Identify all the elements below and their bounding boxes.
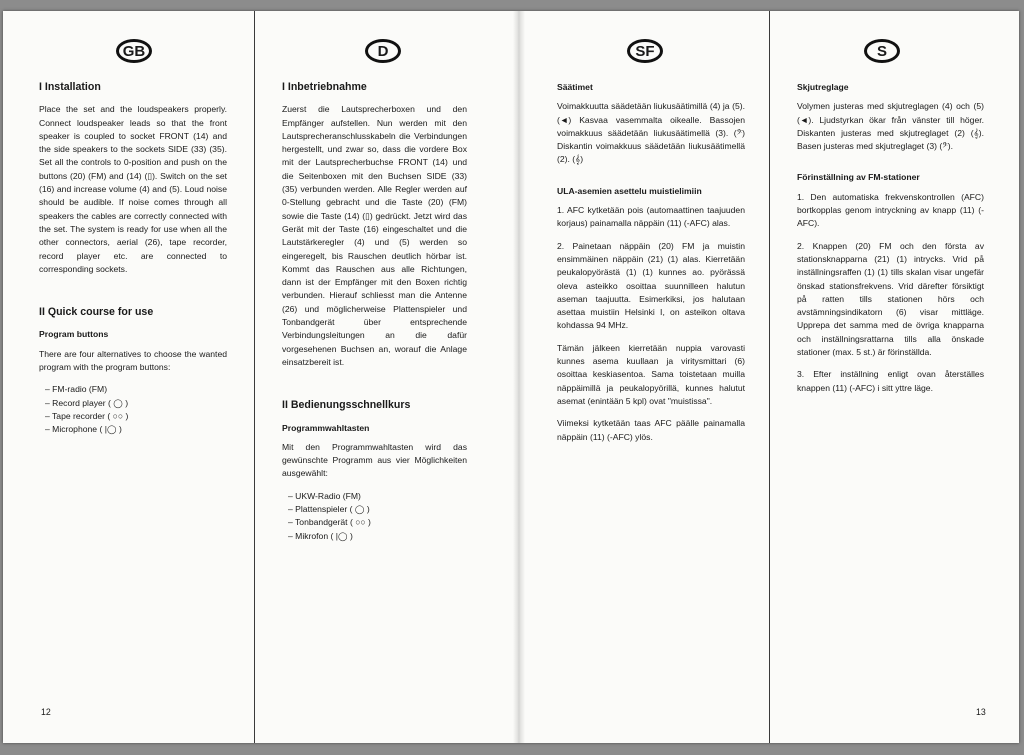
- list-item: – Mikrofon ( |◯ ): [288, 530, 353, 541]
- list-item: – Tonbandgerät ( ○○ ): [288, 517, 371, 528]
- subsection-heading: Förinställning av FM-stationer: [797, 172, 920, 183]
- list-item: – Tape recorder ( ○○ ): [45, 410, 129, 421]
- column-sf: [525, 11, 769, 743]
- subsection-heading: Skjutreglage: [797, 82, 849, 92]
- section-heading: I Inbetriebnahme: [282, 81, 367, 93]
- column-content: [557, 81, 745, 453]
- section-heading: II Bedienungsschnellkurs: [282, 399, 411, 412]
- subsection-heading: Programmwahltasten: [282, 422, 370, 433]
- paragraph: Voimakkuutta säädetään liukusäätimillä (4) ja (5). (◄) Kasvaa vasemmalta oikealle. Bassojen voimakkuus säädetään liukusäätimellä (3). (𝄢) Diskantin voimakkuus säädetään liukusäätimellä (2). (𝄞): [557, 101, 745, 165]
- page-number: 13: [976, 707, 986, 717]
- section-heading: I Installation: [39, 81, 101, 93]
- column-content: [797, 81, 984, 404]
- list-item: – UKW-Radio (FM): [288, 490, 361, 501]
- paragraph: 1. Den automatiska frekvenskontrollen (AFC) bortkopplas genom intryckning av knapp (11) (-AFC).: [797, 191, 984, 229]
- paragraph: Mit den Programmwahltasten wird das gewünschte Programm aus vier Möglichkeiten ausgewählt:: [282, 441, 467, 479]
- paragraph: 3. Efter inställning enligt ovan återställes knappen (11) (-AFC) i sitt yttre läge.: [797, 369, 984, 393]
- center-gutter: [513, 11, 525, 743]
- option-list: [39, 383, 227, 436]
- paragraph: Tämän jälkeen kierretään nuppia varovasti kunnes asema kuullaan ja viritysmittari (6) osoittaa keskiasentoa. Sama toistetaan muilla näppäimillä ja peukalopyörillä, kunnes halutut asemat (enintään 5 kpl) ovat "muistissa".: [557, 342, 745, 406]
- booklet-spread: [3, 11, 1019, 743]
- list-item: – Record player ( ◯ ): [45, 397, 129, 408]
- section-heading: II Quick course for use: [39, 306, 154, 319]
- paragraph: Zuerst die Lautsprecherboxen und den Empfänger aufstellen. Nun werden mit den Lautsprecheranschlusskabeln die Verbindungen hergestellt, und zwar so, dass die vordere Box mit der Lautsprecherbuchse FRONT (14) und die Seitenboxen mit den Buchsen SIDE (33) (35) verbunden werden. Alle Regler werden auf 0-Stellung gebracht und die Taste (20) (FM) sowie die Taste (14) (▯) gedrückt. Jetzt wird das Gerät mit der Taste (16) eingeschaltet und die Lautstärkeregler (4) und (5) werden so eingeregelt, bis Rauschen deutlich hörbar ist. Kommt das Rauschen aus alle Richtungen, dann ist der Empfänger mit den Boxen richtig verbunden. Hierauf schliesst man die Antenne (26) und möglicherweise Plattenspieler und Tonbandgerät über entsprechende Verbindungsleitungen an die dafür vorgesehenen Buchsen an, worauf die Anlage einsatzbereit ist.: [282, 104, 467, 367]
- column-s: [770, 11, 1019, 743]
- page-number: 12: [41, 707, 51, 717]
- column-content: [39, 81, 227, 443]
- language-badge: S: [864, 39, 900, 63]
- language-badge: SF: [627, 39, 663, 63]
- paragraph: 1. AFC kytketään pois (automaattinen taajuuden korjaus) painamalla näppäin (11) (-AFC) alas.: [557, 205, 745, 229]
- paragraph: Place the set and the loudspeakers properly. Connect loudspeaker leads so that the front speaker is coupled to socket FRONT (14) and the side speakers to the sockets SIDE (33) (35). Set all the controls to 0-position and push on the buttons (20) (FM) and (14) (▯). Switch on the set (16) and increase volume (4) and (5). Loud noise should be audible. If noise comes through all speakers the cables are correctly connected with the set. The system is ready for use when all the other connectors, aerial (26), tape recorder, record player etc. are connected to corresponding sockets.: [39, 104, 227, 274]
- paragraph: Viimeksi kytketään taas AFC päälle painamalla näppäin (11) (-AFC) ylös.: [557, 418, 745, 442]
- column-content: [282, 81, 467, 549]
- language-badge: D: [365, 39, 401, 63]
- subsection-heading: Program buttons: [39, 329, 109, 340]
- paragraph: There are four alternatives to choose the wanted program with the program buttons:: [39, 348, 227, 373]
- column-gb: [3, 11, 254, 743]
- list-item: – FM-radio (FM): [45, 384, 108, 395]
- language-badge: GB: [116, 39, 152, 63]
- paragraph: 2. Knappen (20) FM och den första av stationsknapparna (21) (1) intrycks. Vrid på inställningsraffen (1) (1) tills skalan visar ungefär önskad stationsfrekvens. Vrid därefter försiktigt på ratten tills stationen hörs och avstämningsindikatorn (6) visar mittläge. Upprepa det samma med de övriga knapparna och inställningsrattarna tills alla önskade stationer (max. 5 st.) är förinställda.: [797, 240, 984, 358]
- list-item: – Plattenspieler ( ◯ ): [288, 504, 370, 515]
- paragraph: Volymen justeras med skjutreglagen (4) och (5) (◄). Ljudstyrkan ökar från vänster till höger. Diskanten justeras med skjutreglaget (2) (𝄞). Basen justeras med skjutreglaget (3) (𝄢).: [797, 101, 984, 152]
- option-list: [282, 490, 467, 543]
- list-item: – Microphone ( |◯ ): [45, 424, 122, 435]
- subsection-heading: ULA-asemien asettelu muistielimiin: [557, 185, 702, 196]
- subsection-heading: Säätimet: [557, 82, 593, 92]
- paragraph: 2. Painetaan näppäin (20) FM ja muistin ensimmäinen näppäin (21) (1) alas. Kierretään peukalopyörästä (1) (1) kunnes ao. pyörässä oleva asteikko osoittaa suunnilleen halutun aseman taajuutta. Esimerkiksi, jos halutaan asettaa muistiin Helsinki I, on asteikon oltava kohdassa 94 MHz.: [557, 240, 745, 331]
- column-d: [255, 11, 513, 743]
